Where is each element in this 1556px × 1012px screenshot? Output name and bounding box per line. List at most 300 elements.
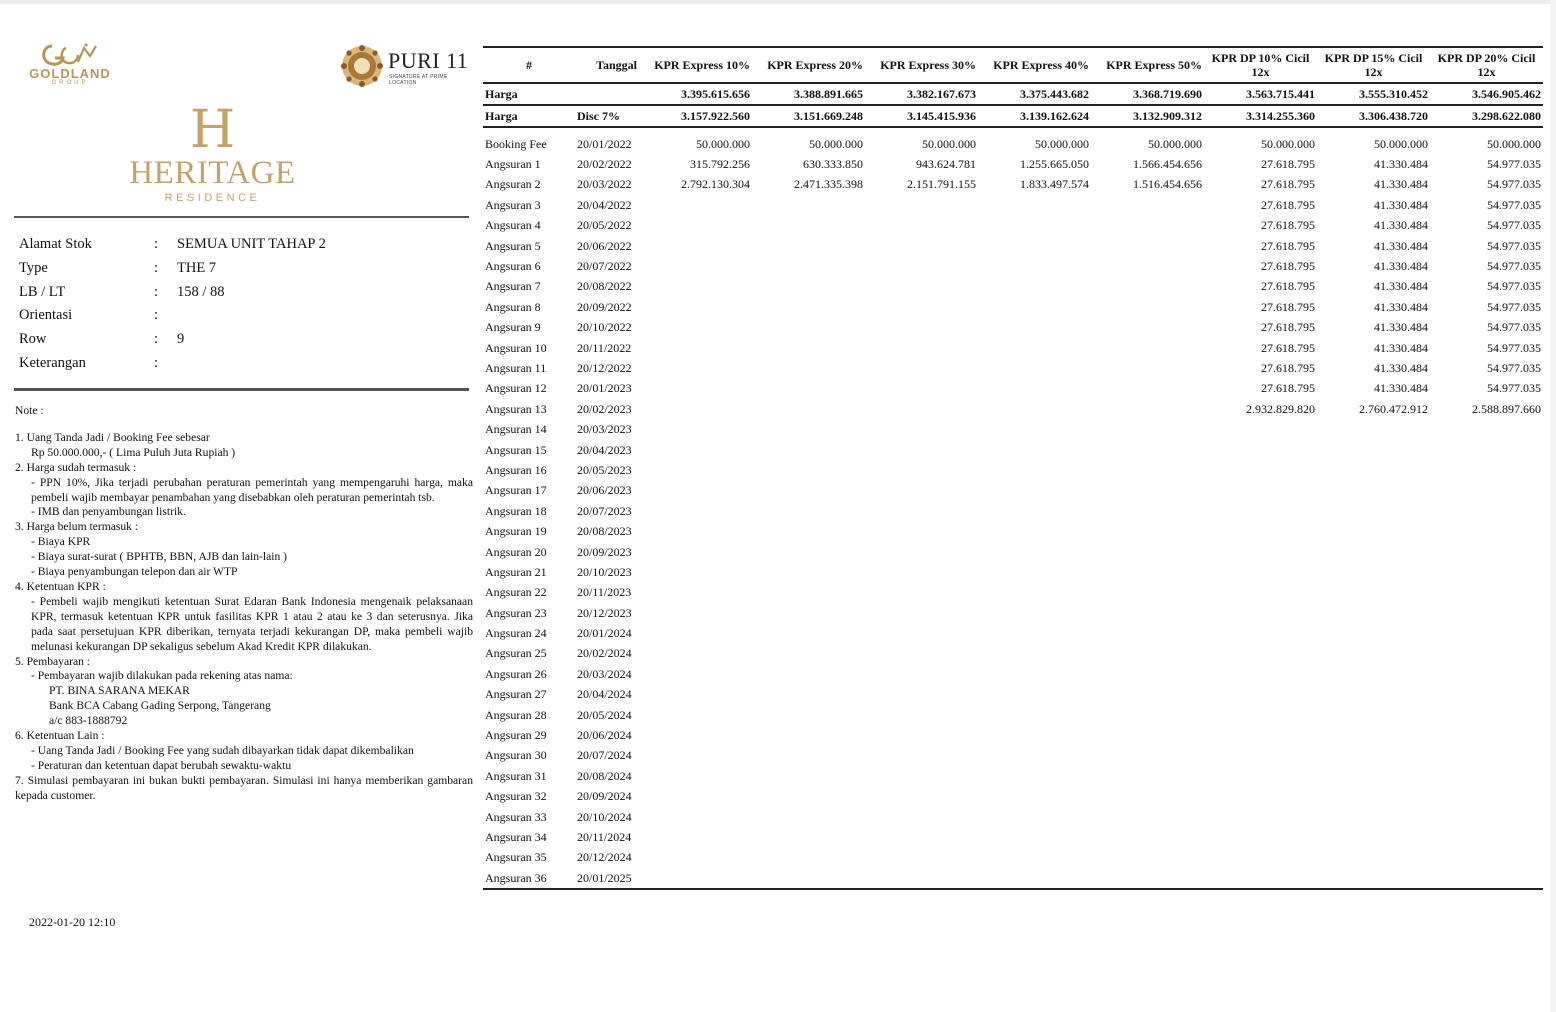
table-row — [483, 175, 1543, 195]
amount-cell — [1091, 256, 1204, 276]
date-cell: 20/08/2022 — [577, 279, 632, 294]
amount-cell — [639, 297, 752, 317]
date-cell: 20/11/2024 — [577, 829, 632, 844]
amount-cell: 54.977.035 — [1487, 238, 1541, 253]
amount-cell — [1430, 440, 1543, 460]
amount-cell — [978, 603, 1091, 623]
amount-cell — [1317, 562, 1430, 582]
amount-cell — [1091, 419, 1204, 439]
amount-cell: 54.977.035 — [1487, 259, 1541, 274]
schedule-rows — [483, 127, 1543, 889]
amount-cell — [865, 705, 978, 725]
date-cell: 20/01/2023 — [577, 381, 632, 396]
amount-cell: 1.255.665.050 — [1020, 157, 1089, 172]
amount-cell: 54.977.035 — [1487, 157, 1541, 172]
table-row — [483, 440, 1543, 460]
row-label-cell: Angsuran 30 — [485, 748, 547, 763]
date-cell: 20/09/2022 — [577, 299, 632, 314]
date-cell: 20/07/2022 — [577, 259, 632, 274]
amount-cell — [978, 766, 1091, 786]
row-label-cell: Angsuran 23 — [485, 605, 547, 620]
row-label-cell: Angsuran 5 — [485, 238, 541, 253]
amount-cell — [1317, 705, 1430, 725]
table-row — [483, 216, 1543, 236]
amount-cell — [1091, 542, 1204, 562]
table-row — [483, 848, 1543, 868]
row-label-cell: Angsuran 19 — [485, 524, 547, 539]
info-label: Row — [19, 331, 47, 348]
date-cell: 20/09/2024 — [577, 789, 632, 804]
amount-cell: 41.330.484 — [1374, 238, 1428, 253]
amount-cell — [1204, 868, 1317, 889]
table-row — [483, 318, 1543, 338]
amount-cell — [978, 521, 1091, 541]
note-line: Rp 50.000.000,- ( Lima Puluh Juta Rupiah ) — [31, 445, 236, 459]
amount-cell — [1091, 725, 1204, 745]
amount-cell — [865, 664, 978, 684]
amount-cell — [1430, 685, 1543, 705]
puri-tagline: SIGNATURE AT PRIME LOCATION — [389, 74, 448, 86]
amount-cell — [1091, 827, 1204, 847]
amount-cell: 27.618.795 — [1261, 340, 1315, 355]
date-cell: 20/04/2022 — [577, 197, 632, 212]
amount-cell: 27.618.795 — [1261, 360, 1315, 375]
amount-cell: 54.977.035 — [1487, 177, 1541, 192]
amount-cell — [639, 562, 752, 582]
row-label-cell: Harga — [483, 105, 575, 127]
note-line: - Biaya surat-surat ( BPHTB, BBN, AJB dan lain-lain ) — [31, 550, 287, 564]
amount-cell — [978, 685, 1091, 705]
amount-cell: 2.151.791.155 — [907, 177, 976, 192]
table-row — [483, 868, 1543, 889]
amount-cell: 54.977.035 — [1487, 381, 1541, 396]
amount-cell — [1204, 440, 1317, 460]
amount-cell — [639, 399, 752, 419]
amount-cell: 54.977.035 — [1487, 320, 1541, 335]
amount-cell — [1317, 848, 1430, 868]
amount-cell — [1091, 705, 1204, 725]
row-label-cell: Angsuran 24 — [485, 626, 547, 641]
amount-cell: 50.000.000 — [1148, 136, 1202, 151]
heritage-sub: RESIDENCE — [164, 192, 261, 204]
column-header: # — [483, 47, 575, 83]
amount-cell — [865, 868, 978, 889]
row-label-cell: Angsuran 21 — [485, 564, 547, 579]
amount-cell — [978, 725, 1091, 745]
amount-cell — [639, 848, 752, 868]
heritage-mark: H — [189, 100, 236, 160]
amount-cell — [1204, 562, 1317, 582]
table-row — [483, 644, 1543, 664]
amount-cell — [752, 236, 865, 256]
amount-cell: 54.977.035 — [1487, 197, 1541, 212]
table-row — [483, 195, 1543, 215]
amount-cell: 3.375.443.682 — [978, 83, 1091, 105]
amount-cell — [752, 318, 865, 338]
amount-cell — [1430, 623, 1543, 643]
amount-cell — [865, 358, 978, 378]
info-row — [19, 331, 459, 355]
amount-cell — [1430, 521, 1543, 541]
table-row — [483, 746, 1543, 766]
amount-cell: 3.306.438.720 — [1317, 105, 1430, 127]
amount-cell: 50.000.000 — [1374, 136, 1428, 151]
amount-cell: 1.833.497.574 — [1020, 177, 1089, 192]
amount-cell: 41.330.484 — [1374, 197, 1428, 212]
amount-cell: 41.330.484 — [1374, 320, 1428, 335]
amount-cell — [752, 603, 865, 623]
amount-cell — [978, 297, 1091, 317]
amount-cell — [978, 623, 1091, 643]
amount-cell — [865, 725, 978, 745]
row-label-cell: Angsuran 20 — [485, 544, 547, 559]
amount-cell — [978, 827, 1091, 847]
amount-cell: 54.977.035 — [1487, 218, 1541, 233]
amount-cell — [865, 399, 978, 419]
amount-cell: 50.000.000 — [696, 136, 750, 151]
table-row — [483, 419, 1543, 439]
amount-cell: 3.395.615.656 — [639, 83, 752, 105]
date-cell: 20/07/2024 — [577, 748, 632, 763]
row-label-cell: Harga — [483, 83, 575, 105]
amount-cell — [865, 501, 978, 521]
amount-cell — [978, 399, 1091, 419]
row-label-cell: Angsuran 22 — [485, 585, 547, 600]
amount-cell — [865, 481, 978, 501]
date-cell: 20/08/2024 — [577, 768, 632, 783]
amount-cell — [978, 460, 1091, 480]
table-row — [483, 379, 1543, 399]
amount-cell — [1091, 277, 1204, 297]
date-cell: 20/03/2023 — [577, 422, 632, 437]
row-label-cell: Angsuran 25 — [485, 646, 547, 661]
table-row — [483, 583, 1543, 603]
table-row — [483, 127, 1543, 154]
amount-cell — [978, 440, 1091, 460]
amount-cell — [1091, 583, 1204, 603]
info-row — [19, 355, 459, 379]
note-line: - Pembeli wajib mengikuti ketentuan Surat Edaran Bank Indonesia mengenaik pelaksanaan KPR, termasuk ketentuan KPR untuk fasilitas KPR 1 atau 2 atau ke 3 dan seterusnya. Jika pada saat persetujuan KPR diberikan, ternyata terjadi kekurangan DP, maka pembeli wajib melunasi kekurangan DP sekaligus sebelum Akad Kredit KPR dilakukan. — [31, 594, 473, 653]
column-header: KPR Express 30% — [865, 47, 978, 83]
amount-cell — [1430, 848, 1543, 868]
amount-cell — [1430, 827, 1543, 847]
amount-cell — [1204, 542, 1317, 562]
info-value: 9 — [177, 331, 185, 348]
row-label-cell: Angsuran 34 — [485, 829, 547, 844]
amount-cell — [1091, 399, 1204, 419]
amount-cell — [1430, 868, 1543, 889]
amount-cell — [978, 379, 1091, 399]
amount-cell — [1317, 521, 1430, 541]
amount-cell — [978, 644, 1091, 664]
date-cell: 20/03/2022 — [577, 177, 632, 192]
amount-cell — [978, 481, 1091, 501]
row-label-cell: Angsuran 33 — [485, 809, 547, 824]
amount-cell — [978, 705, 1091, 725]
amount-cell — [978, 338, 1091, 358]
amount-cell: 3.157.922.560 — [639, 105, 752, 127]
info-row — [19, 236, 459, 260]
info-colon: : — [154, 259, 159, 276]
column-header: KPR Express 50% — [1091, 47, 1204, 83]
amount-cell — [1091, 338, 1204, 358]
table-row — [483, 236, 1543, 256]
amount-cell: 3.555.310.452 — [1317, 83, 1430, 105]
amount-cell: 27.618.795 — [1261, 157, 1315, 172]
table-row — [483, 154, 1543, 174]
amount-cell — [639, 440, 752, 460]
amount-cell — [1430, 766, 1543, 786]
row-label-cell: Angsuran 12 — [485, 381, 547, 396]
row-label-cell: Angsuran 31 — [485, 768, 547, 783]
amount-cell — [1317, 746, 1430, 766]
date-cell: 20/05/2022 — [577, 218, 632, 233]
note-line: Bank BCA Cabang Gading Serpong, Tangerang — [49, 699, 271, 713]
amount-cell — [752, 419, 865, 439]
amount-cell — [865, 807, 978, 827]
unit-info — [19, 236, 459, 379]
amount-cell — [639, 603, 752, 623]
amount-cell — [1091, 562, 1204, 582]
table-header-row — [483, 47, 1543, 83]
table-row — [483, 562, 1543, 582]
amount-cell: 3.563.715.441 — [1204, 83, 1317, 105]
amount-cell — [865, 318, 978, 338]
amount-cell — [865, 256, 978, 276]
amount-cell — [1204, 848, 1317, 868]
amount-cell — [1091, 521, 1204, 541]
column-header: KPR Express 10% — [639, 47, 752, 83]
amount-cell — [752, 460, 865, 480]
amount-cell — [1091, 746, 1204, 766]
amount-cell — [1204, 603, 1317, 623]
date-cell: 20/10/2022 — [577, 320, 632, 335]
table-row — [483, 297, 1543, 317]
table-row — [483, 623, 1543, 643]
amount-cell — [1204, 481, 1317, 501]
amount-cell — [865, 460, 978, 480]
amount-cell — [1091, 664, 1204, 684]
row-label-cell: Angsuran 26 — [485, 666, 547, 681]
row-label-cell: Angsuran 18 — [485, 503, 547, 518]
row-label-cell: Angsuran 4 — [485, 218, 541, 233]
amount-cell — [752, 195, 865, 215]
column-header: KPR Express 20% — [752, 47, 865, 83]
amount-cell — [1091, 848, 1204, 868]
amount-cell — [752, 705, 865, 725]
table-row — [483, 521, 1543, 541]
amount-cell — [1317, 644, 1430, 664]
amount-cell: 50.000.000 — [1035, 136, 1089, 151]
amount-cell: 50.000.000 — [809, 136, 863, 151]
date-cell: 20/02/2024 — [577, 646, 632, 661]
note-line: 7. Simulasi pembayaran ini bukan bukti pembayaran. Simulasi ini hanya memberikan gambaran kepada customer. — [15, 773, 473, 802]
amount-cell — [752, 644, 865, 664]
amount-cell — [865, 277, 978, 297]
amount-cell — [639, 725, 752, 745]
amount-cell — [1091, 481, 1204, 501]
amount-cell — [865, 562, 978, 582]
amount-cell — [752, 256, 865, 276]
amount-cell — [1317, 603, 1430, 623]
amount-cell — [1204, 521, 1317, 541]
amount-cell: 27.618.795 — [1261, 381, 1315, 396]
note-line: 6. Ketentuan Lain : — [15, 729, 105, 743]
amount-cell — [1430, 725, 1543, 745]
info-colon: : — [154, 236, 159, 252]
amount-cell — [865, 338, 978, 358]
column-header: KPR Express 40% — [978, 47, 1091, 83]
amount-cell — [1317, 766, 1430, 786]
amount-cell — [639, 521, 752, 541]
note-line: 4. Ketentuan KPR : — [15, 579, 106, 593]
date-cell: 20/06/2023 — [577, 483, 632, 498]
table-row — [483, 277, 1543, 297]
amount-cell — [865, 195, 978, 215]
amount-cell — [752, 685, 865, 705]
amount-cell — [1091, 195, 1204, 215]
amount-cell: 2.932.829.820 — [1246, 401, 1315, 416]
amount-cell: 1.516.454.656 — [1133, 177, 1202, 192]
amount-cell — [639, 358, 752, 378]
amount-cell — [1430, 481, 1543, 501]
amount-cell — [752, 583, 865, 603]
amount-cell — [752, 379, 865, 399]
notes-title: Note : — [15, 404, 44, 417]
row-label-cell: Angsuran 14 — [485, 422, 547, 437]
puri-name: PURI 11 — [388, 48, 469, 73]
amount-cell — [978, 583, 1091, 603]
amount-cell: 3.388.891.665 — [752, 83, 865, 105]
amount-cell — [752, 277, 865, 297]
amount-cell — [865, 746, 978, 766]
amount-cell — [752, 562, 865, 582]
date-cell: 20/06/2024 — [577, 728, 632, 743]
row-label-cell: Angsuran 15 — [485, 442, 547, 457]
date-cell: 20/04/2024 — [577, 687, 632, 702]
amount-cell — [639, 827, 752, 847]
amount-cell — [1091, 358, 1204, 378]
amount-cell — [1204, 664, 1317, 684]
amount-cell — [1204, 827, 1317, 847]
table-row — [483, 542, 1543, 562]
note-line: - Pembayaran wajib dilakukan pada rekening atas nama: — [31, 669, 293, 683]
amount-cell — [1091, 787, 1204, 807]
note-line: - Biaya KPR — [31, 535, 91, 549]
amount-cell: 41.330.484 — [1374, 218, 1428, 233]
amount-cell — [1317, 827, 1430, 847]
amount-cell: 54.977.035 — [1487, 360, 1541, 375]
amount-cell — [978, 419, 1091, 439]
amount-cell — [752, 766, 865, 786]
amount-cell — [865, 603, 978, 623]
divider-bottom — [14, 388, 469, 391]
amount-cell: 50.000.000 — [1487, 136, 1541, 151]
amount-cell: 27.618.795 — [1261, 197, 1315, 212]
date-cell: 20/05/2023 — [577, 462, 632, 477]
amount-cell — [978, 542, 1091, 562]
amount-cell — [865, 583, 978, 603]
puri-logo — [340, 44, 475, 88]
amount-cell — [752, 338, 865, 358]
amount-cell — [1317, 623, 1430, 643]
amount-cell: 27.618.795 — [1261, 238, 1315, 253]
amount-cell — [865, 297, 978, 317]
goldland-sub: GROUP — [51, 80, 89, 86]
divider-top — [14, 216, 469, 218]
amount-cell — [1091, 868, 1204, 889]
amount-cell — [1430, 705, 1543, 725]
table-row — [483, 481, 1543, 501]
date-cell: 20/01/2022 — [577, 136, 632, 151]
amount-cell — [639, 481, 752, 501]
row-label-cell: Angsuran 16 — [485, 462, 547, 477]
amount-cell — [1317, 542, 1430, 562]
amount-cell — [639, 623, 752, 643]
amount-cell: 3.298.622.080 — [1430, 105, 1543, 127]
amount-cell — [639, 419, 752, 439]
amount-cell — [1091, 297, 1204, 317]
amount-cell: 41.330.484 — [1374, 340, 1428, 355]
right-band — [1550, 0, 1556, 1012]
amount-cell — [978, 807, 1091, 827]
table-row — [483, 256, 1543, 276]
amount-cell — [639, 501, 752, 521]
date-cell: 20/09/2023 — [577, 544, 632, 559]
amount-cell — [1204, 685, 1317, 705]
table-row — [483, 827, 1543, 847]
amount-cell — [1204, 419, 1317, 439]
row-label-cell: Angsuran 1 — [485, 157, 541, 172]
info-value: 158 / 88 — [177, 283, 225, 300]
table-row — [483, 766, 1543, 786]
row-label-cell: Angsuran 7 — [485, 279, 541, 294]
amount-cell — [978, 501, 1091, 521]
amount-cell — [978, 216, 1091, 236]
amount-cell: 54.977.035 — [1487, 340, 1541, 355]
timestamp: 2022-01-20 12:10 — [29, 915, 116, 929]
amount-cell — [752, 297, 865, 317]
table-row — [483, 358, 1543, 378]
amount-cell: 41.330.484 — [1374, 259, 1428, 274]
date-cell: 20/04/2023 — [577, 442, 632, 457]
date-cell: 20/12/2022 — [577, 360, 632, 375]
amount-cell — [865, 644, 978, 664]
amount-cell: 27.618.795 — [1261, 279, 1315, 294]
date-cell: 20/01/2025 — [575, 868, 639, 889]
row-label-cell: Angsuran 10 — [485, 340, 547, 355]
amount-cell — [1091, 807, 1204, 827]
amount-cell — [1317, 501, 1430, 521]
table-row — [483, 725, 1543, 745]
amount-cell — [639, 256, 752, 276]
date-cell: 20/11/2023 — [577, 585, 632, 600]
amount-cell — [1317, 685, 1430, 705]
amount-cell — [639, 746, 752, 766]
amount-cell — [639, 236, 752, 256]
amount-cell — [1317, 725, 1430, 745]
amount-cell — [1430, 644, 1543, 664]
amount-cell — [1204, 644, 1317, 664]
amount-cell — [1204, 705, 1317, 725]
amount-cell — [978, 256, 1091, 276]
amount-cell: 54.977.035 — [1487, 299, 1541, 314]
date-cell: 20/10/2023 — [577, 564, 632, 579]
row-label-cell: Angsuran 17 — [485, 483, 547, 498]
date-cell: 20/12/2024 — [577, 850, 632, 865]
amount-cell — [752, 664, 865, 684]
table-row — [483, 807, 1543, 827]
